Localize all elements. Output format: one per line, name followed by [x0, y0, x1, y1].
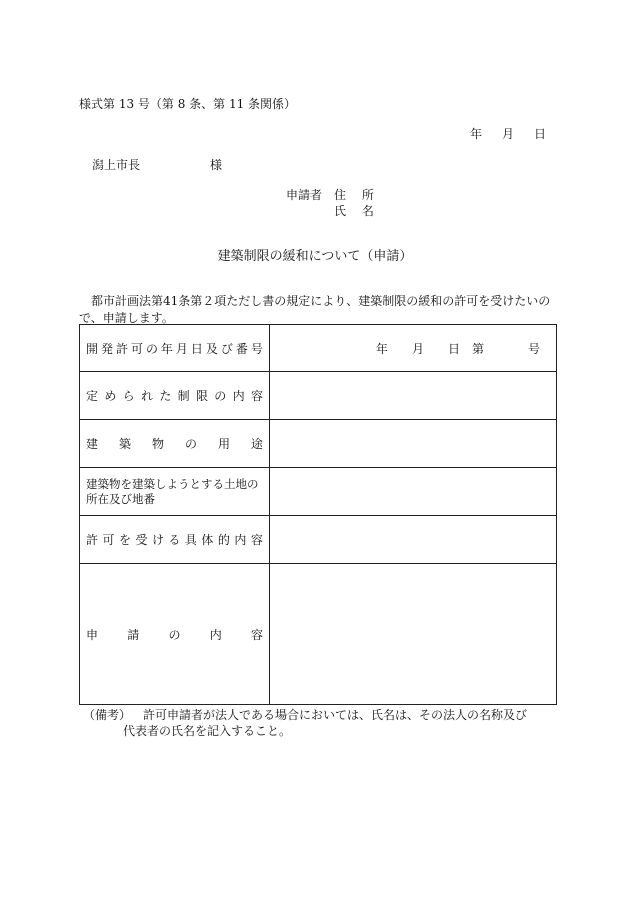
spread-label: 開 発 許 可 の 年 月 日 及 び 番 号	[86, 341, 263, 356]
row-label	[80, 372, 270, 420]
remarks-label: （備考）	[83, 708, 132, 722]
table-row	[80, 468, 557, 516]
applicant-address-label: 住 所	[334, 188, 380, 202]
application-content-cell[interactable]	[270, 564, 557, 705]
remarks-text-line1: 許可申請者が法人である場合においては、氏名は、その法人の名称及び	[143, 708, 528, 722]
permit-date: 年 月 日 第 号	[375, 341, 540, 356]
spread-label: 許 可 を 受 け る 具 体 的 内 容	[86, 533, 263, 547]
row-label	[80, 516, 270, 564]
form-number: 様式第 13 号（第 8 条、第 11 条関係）	[79, 97, 297, 111]
intro-text	[79, 293, 559, 327]
date-year: 年	[470, 127, 483, 141]
spread-label: 建 築 物 の 用 途	[86, 437, 263, 451]
row-label	[80, 325, 270, 372]
table-row	[80, 516, 557, 564]
row-label	[80, 420, 270, 468]
addressee-name: 潟上市長	[92, 158, 141, 172]
row-label	[80, 564, 270, 705]
remarks	[83, 707, 528, 738]
addressee	[92, 156, 222, 173]
restriction-content-cell[interactable]	[270, 372, 557, 420]
applicant-label: 申請者	[286, 188, 323, 202]
date-month: 月	[502, 127, 515, 141]
permit-detail-cell[interactable]	[270, 516, 557, 564]
remarks-text-line2: 代表者の氏名を記入すること。	[123, 724, 292, 738]
intro-body: 都市計画法第41条第２項ただし書の規定により、建築制限の緩和の許可を受けたいので、申請します。	[79, 294, 551, 325]
land-location-cell[interactable]	[270, 468, 557, 516]
permit-date-cell[interactable]	[270, 325, 557, 372]
table-row	[80, 420, 557, 468]
table-row	[80, 325, 557, 372]
table-row	[80, 564, 557, 705]
table-row	[80, 372, 557, 420]
applicant-name-label: 氏 名	[334, 204, 380, 218]
spread-label: 申 請 の 内 容	[86, 627, 263, 642]
building-use-cell[interactable]	[270, 420, 557, 468]
spread-label: 定 め ら れ た 制 限 の 内 容	[86, 389, 263, 403]
document-title: 建築制限の緩和について（申請）	[217, 249, 413, 264]
honorific: 様	[210, 158, 223, 172]
application-table	[79, 324, 557, 705]
submission-date	[470, 125, 546, 142]
row-label: 建築物を建築しようとする土地の所在及び地番	[80, 468, 270, 516]
date-day: 日	[534, 127, 547, 141]
